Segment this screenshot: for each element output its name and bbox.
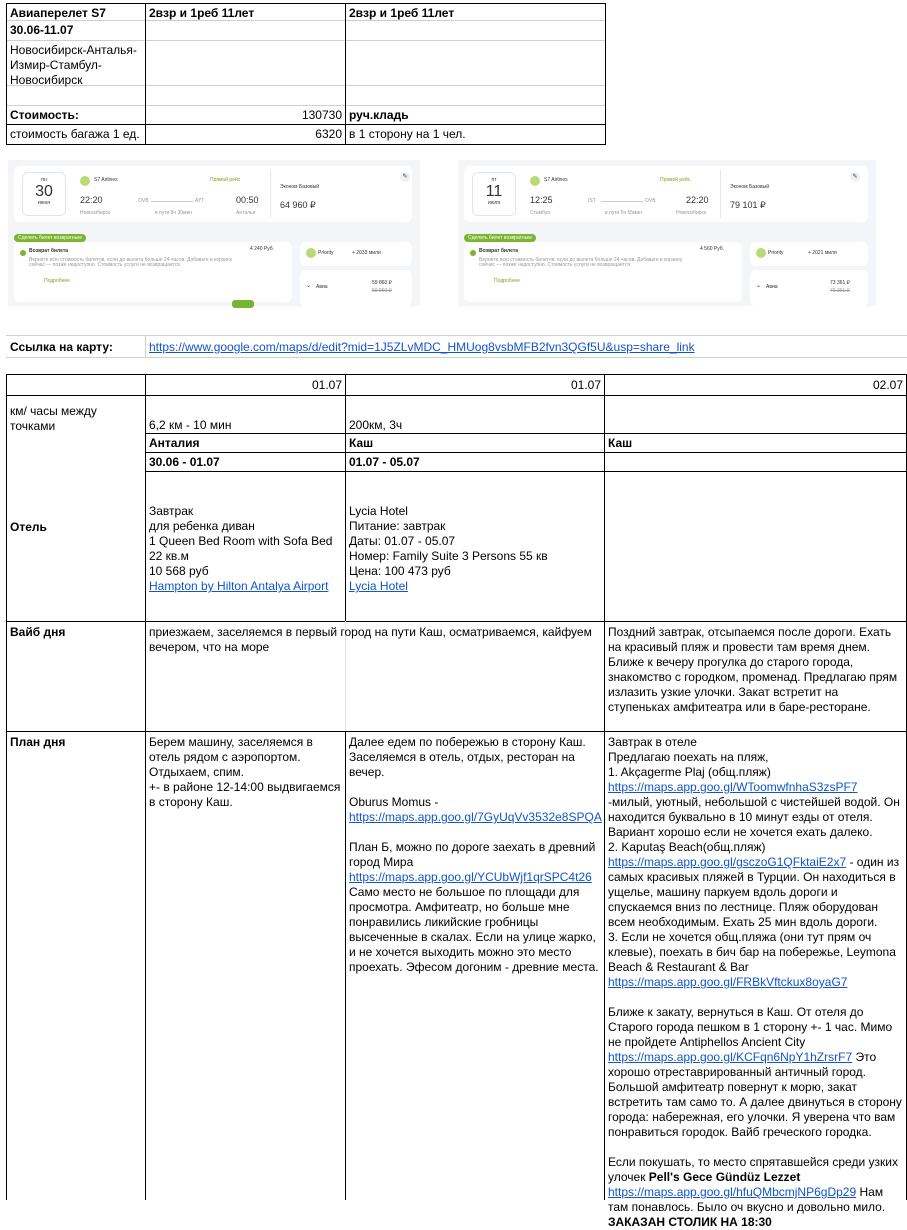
arr-time: 22:20 xyxy=(686,195,709,205)
beach3-link[interactable]: https://maps.app.goo.gl/FRBkVftckux8oyaG7 xyxy=(608,975,848,989)
duration: в пути 8ч 30мин xyxy=(155,210,193,216)
fare-name: Эконом Базовый xyxy=(730,184,770,190)
avia-price: 73 361 ₽ xyxy=(830,280,850,286)
vibe-label: Вайб дня xyxy=(10,625,66,639)
plan2-oburus: Oburus Momus - https://maps.app.goo.gl/7GyUqVv3532e8SPQA xyxy=(349,795,602,824)
refund-tag[interactable]: Сделать билет возвратным xyxy=(464,234,536,242)
edit-icon[interactable]: ✎ xyxy=(400,172,410,182)
beach2-link[interactable]: https://maps.app.goo.gl/gsczoG1QFktaiE2x7 xyxy=(608,855,847,869)
baggage-value: 6320 xyxy=(315,127,342,141)
map-link[interactable]: https://www.google.com/maps/d/edit?mid=1J5ZLvMDC_HMUog8vsbMFB2fvn3QGf5U&usp=share_link xyxy=(149,340,695,354)
avia-label: Авиа xyxy=(316,284,328,290)
priority-panel xyxy=(750,242,868,266)
passengers-col3: 2взр и 1реб 11лет xyxy=(349,6,455,20)
direct-flight: Прямой рейс xyxy=(660,177,691,183)
dep-city: Новосибирск xyxy=(80,210,111,216)
s7-logo-icon xyxy=(80,176,90,186)
plan-col1: Берем машину, заселяемся в отель рядом с аэропортом. Отдыхаем, спим. +- в районе 12-14:00 выдвигаемся в сторону Каш. xyxy=(149,735,341,809)
refund-panel xyxy=(14,242,292,302)
refund-check-icon xyxy=(470,250,476,256)
arr-city: Новосибирск xyxy=(676,210,707,216)
refund-text: Вернёте всю стоимость билетов, если до вылета больше 24 часов. Добавьте в корзину сейчас — позже недоступно. Стоимость услуги не возвращается xyxy=(479,257,683,268)
plan3-beach2: 2. Kaputaş Beach(общ.пляж) https://maps.app.goo.gl/gsczoG1QFktaiE2x7 - один из самых красивых пляжей в Турции. Он находиться в ущелье, машину паркуем вдоль дороги и спускаемся вниз по лестнице. Пляж оборудован всем необходимым. Ехать 25 мин вдоль дороги. xyxy=(608,840,900,929)
avia-label: Авиа xyxy=(766,284,778,290)
date-badge: пн 30 июня xyxy=(22,172,66,216)
baggage-note: в 1 сторону на 1 чел. xyxy=(349,127,466,141)
arr-city: Анталья xyxy=(236,210,256,216)
passengers-col2: 2взр и 1реб 11лет xyxy=(149,6,255,20)
beach1-link[interactable]: https://maps.app.goo.gl/WToomwfnhaS3zsPF7 xyxy=(608,780,858,794)
hotel-col2 xyxy=(346,502,604,620)
priority-label: Priority xyxy=(768,250,784,256)
dep-code: IST xyxy=(588,198,596,204)
plan3-reservation: ЗАКАЗАН СТОЛИК НА 18:30 xyxy=(608,1215,772,1229)
myra-link[interactable]: https://maps.app.goo.gl/YCUbWjf1qrSPC4t26 xyxy=(349,870,592,884)
hotel2-link[interactable]: Lycia Hotel xyxy=(349,579,408,593)
city-col1: Анталия xyxy=(149,436,200,450)
map-link-cell xyxy=(146,338,746,356)
priority-icon xyxy=(756,248,766,258)
edit-icon[interactable]: ✎ xyxy=(850,172,860,182)
avia-price: 59 860 ₽ xyxy=(372,280,392,286)
refund-price: 4 560 Руб. xyxy=(700,246,725,252)
ticket-price: 79 101 ₽ xyxy=(730,200,766,210)
dep-city: Стамбул xyxy=(530,210,551,216)
ticket-card-outbound xyxy=(8,160,420,306)
plan3-beach3: 3. Если не хочется общ.пляжа (они тут прям оч клевые), поехать в бич бар на побережье, Leymona Beach & Restaurant & Bar https://maps.app.goo.gl/FRBkVftckux8oyaG7 xyxy=(608,930,896,989)
plan2-intro: Далее едем по побережью в сторону Каш. Заселяемся в отель, отдых, ресторан на вечер. xyxy=(349,735,586,779)
fare-name: Эконом Базовый xyxy=(280,184,320,190)
refund-title: Возврат билета xyxy=(479,248,519,254)
arr-code: OVB xyxy=(645,198,656,204)
plan3-evening: Ближе к закату, вернуться в Каш. От отеля до Старого города пешком в 1 сторону +- 1 час. Мимо не пройдете Antiphellos Ancient City https://maps.app.goo.gl/KCFqn6NpY1hZrsrF7 Это хорошо отреставрированный античный город. Большой амфитеатр повернут к морю, закат встретить там само то. А далее двинуться в сторону города: набережная, его улочки. Я уверена что вам понравиться городок. Вайб греческого городка. xyxy=(608,1005,902,1139)
miles: + 2021 миля xyxy=(808,250,837,256)
select-button[interactable] xyxy=(232,300,254,308)
hotel1-link[interactable]: Hampton by Hilton Antalya Airport xyxy=(149,579,329,593)
date-col3: 02.07 xyxy=(872,378,903,392)
avia-panel xyxy=(300,270,412,306)
airline: S7 Airlines xyxy=(94,177,118,183)
ticket-price: 64 960 ₽ xyxy=(280,200,316,210)
details-link[interactable]: Подробнее xyxy=(44,278,70,284)
duration: в пути 5ч 55мин xyxy=(605,210,643,216)
plan3-food: Если покушать, то место спрятавшейся среди узких улочек Pell's Gece Gündüz Lezzet https://maps.app.goo.gl/hfuQMbcmjNP6gDp29 Нам там понавлось. Было оч вкусно и довольно мило. xyxy=(608,1155,898,1214)
airline: S7 Airlines xyxy=(544,177,568,183)
range-col1: 30.06 - 01.07 xyxy=(149,455,220,469)
route-line xyxy=(151,201,193,202)
avia-panel xyxy=(750,270,868,306)
avia-old-price: 59 860 ₽ xyxy=(372,288,392,294)
refund-check-icon xyxy=(20,250,26,256)
plan-label: План дня xyxy=(10,735,66,749)
hotel1-text: Завтрак для ребенка диван 1 Queen Bed Room with Sofa Bed 22 кв.м 10 568 руб xyxy=(149,504,333,578)
vibe-col3: Поздний завтрак, отсыпаемся после дороги. Ехать на красивый пляж и провести там время днем. Ближе к вечеру прогулка до старого города, знакомство с городком, променад. Предлагаю прям излазить узкие улочки. Закат встретит на ступеньках амфитеатра или в баре-ресторане. xyxy=(608,625,898,714)
cost-label: Стоимость: xyxy=(10,108,79,122)
hotel-label: Отель xyxy=(10,520,47,534)
km-col1: 6,2 км - 10 мин xyxy=(149,418,232,432)
refund-text: Вернёте всю стоимость билетов, если до вылета больше 24 часов. Добавьте в корзину сейчас — позже недоступно. Стоимость услуги не возвращается xyxy=(29,257,233,268)
priority-icon xyxy=(306,248,316,258)
direct-flight: Прямой рейс xyxy=(210,177,241,183)
ticket-card-return xyxy=(458,160,876,306)
dep-time: 12:25 xyxy=(530,195,553,205)
refund-panel xyxy=(464,242,742,302)
dep-time: 22:20 xyxy=(80,195,103,205)
restaurant-link[interactable]: https://maps.app.goo.gl/hfuQMbcmjNP6gDp29 xyxy=(608,1185,857,1199)
route: Новосибирск-Анталья- Измир-Стамбул- Новосибирск xyxy=(10,43,137,87)
details-link[interactable]: Подробнее xyxy=(494,278,520,284)
flight-panel xyxy=(14,166,412,222)
avia-old-price: 73 361 ₽ xyxy=(830,288,850,294)
baggage-label: стоимость багажа 1 ед. xyxy=(10,127,140,141)
cost-note: руч.кладь xyxy=(349,108,409,122)
miles: + 2033 мили xyxy=(352,250,381,256)
date-col2: 01.07 xyxy=(570,378,601,392)
city-col3: Каш xyxy=(608,436,633,450)
s7-logo-icon xyxy=(530,176,540,186)
cost-value: 130730 xyxy=(301,108,342,122)
priority-label: Priority xyxy=(318,250,334,256)
plan3-intro: Завтрак в отеле Предлагаю поехать на пляж, xyxy=(608,735,769,764)
oburus-link[interactable]: https://maps.app.goo.gl/7GyUqVv3532e8SPQA xyxy=(349,810,602,824)
refund-title: Возврат билета xyxy=(29,248,69,254)
chevron-down-icon[interactable]: ⌄ xyxy=(756,283,762,289)
km-col2: 200км, 3ч xyxy=(349,418,403,432)
plan3-beach1: 1. Akçagerme Plaj (общ.пляж) https://maps.app.goo.gl/WToomwfnhaS3zsPF7 -милый, уютный, небольшой с чистейшей водой. Он находится буквально в 10 минут езды от отеля. Вариант хорошо если не хочется ехать далеко. xyxy=(608,765,900,839)
arr-time: 00:50 xyxy=(236,195,259,205)
map-label: Ссылка на карту: xyxy=(10,340,113,354)
city-col2: Каш xyxy=(349,436,374,450)
hotel-col1 xyxy=(146,502,345,620)
date-col1: 01.07 xyxy=(311,378,342,392)
plan-col2 xyxy=(346,733,604,1199)
dep-code: OVB xyxy=(138,198,149,204)
plan-col3 xyxy=(605,733,906,1229)
range-col2: 01.07 - 05.07 xyxy=(349,455,420,469)
flight-panel xyxy=(464,166,868,222)
refund-price: 4 240 Руб. xyxy=(250,246,275,252)
chevron-down-icon[interactable]: ⌄ xyxy=(306,283,312,289)
arr-code: AYT xyxy=(195,198,205,204)
flight-title: Авиаперелет S7 xyxy=(10,6,106,20)
antiphellos-link[interactable]: https://maps.app.goo.gl/KCFqn6NpY1hZrsrF7 xyxy=(608,1050,853,1064)
refund-tag[interactable]: Сделать билет возвратным xyxy=(14,234,86,242)
priority-panel xyxy=(300,242,412,266)
km-label: км/ часы между точками xyxy=(10,404,97,433)
hotel2-text: Lycia Hotel Питание: завтрак Даты: 01.07 - 05.07 Номер: Family Suite 3 Persons 55 кв Цена: 100 473 руб xyxy=(349,504,548,578)
plan2-planb: План Б, можно по дороге заехать в древний город Мира https://maps.app.goo.gl/YCUbWjf1qrSPC4t26 Само место не большое по площади для просмотра. Амфитеатр, но больше мне понравились ликийские гробницы высеченные в скалах. Если на улице жарко, и не хочется выходить можно это место проехать. Эфесом догоним - древние места. xyxy=(349,840,599,974)
route-line xyxy=(601,201,643,202)
vibe-col1: приезжаем, заселяемся в первый город на пути Каш, осматриваемся, кайфуем вечером, что на море xyxy=(149,625,592,654)
date-badge: пт 11 июля xyxy=(472,172,516,216)
travel-dates: 30.06-11.07 xyxy=(10,23,74,37)
